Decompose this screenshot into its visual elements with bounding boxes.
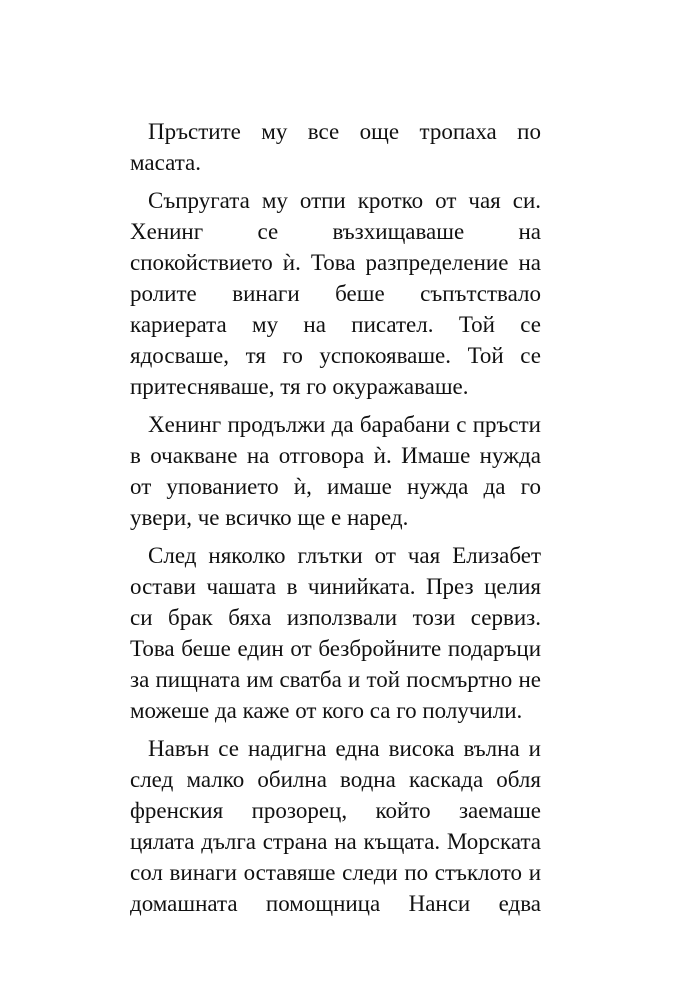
- text-line: кариерата му на писател. Той се: [130, 312, 541, 337]
- text-line: домашната помощница Нанси едва: [130, 891, 541, 916]
- book-page-text: [130, 116, 541, 926]
- text-line: Пръстите му все още тропаха по: [148, 119, 541, 144]
- paragraph: [130, 185, 541, 402]
- text-line: Съпругата му отпи кротко от чая си.: [148, 188, 541, 213]
- text-line: ролите винаги беше съпътствало: [130, 281, 541, 306]
- text-line: Хенинг продължи да барабани с пръсти: [148, 412, 541, 437]
- paragraph: [130, 409, 541, 533]
- paragraph: [130, 733, 541, 919]
- text-line: ядосваше, тя го успокояваше. Той се: [130, 343, 541, 368]
- text-line: за пищната им сватба и той посмъртно не: [130, 667, 541, 692]
- text-line: цялата дълга страна на къщата. Морската: [130, 829, 541, 854]
- paragraph: [130, 116, 541, 178]
- paragraph: [130, 540, 541, 726]
- text-line: Навън се надигна една висока вълна и: [148, 736, 541, 761]
- text-line: след малко обилна водна каскада обля: [130, 767, 541, 792]
- text-line: си брак бяха използвали този сервиз.: [130, 605, 541, 630]
- text-line: сол винаги оставяше следи по стъклото и: [130, 860, 541, 885]
- text-line: масата.: [130, 150, 201, 175]
- text-line: След няколко глътки от чая Елизабет: [148, 543, 541, 568]
- text-line: в очакване на отговора ѝ. Имаше нужда: [130, 443, 541, 468]
- text-line: можеше да каже от кого са го получили.: [130, 698, 523, 723]
- text-line: Хенинг се възхищаваше на: [130, 219, 541, 244]
- text-line: увери, че всичко ще е наред.: [130, 505, 409, 530]
- text-line: Това беше един от безбройните подаръци: [130, 636, 541, 661]
- text-line: остави чашата в чинийката. През целия: [130, 574, 541, 599]
- text-line: спокойствието ѝ. Това разпределение на: [130, 250, 541, 275]
- text-line: френския прозорец, който заемаше: [130, 798, 541, 823]
- text-line: от упованието ѝ, имаше нужда да го: [130, 474, 541, 499]
- text-line: притесняваше, тя го окуражаваше.: [130, 374, 469, 399]
